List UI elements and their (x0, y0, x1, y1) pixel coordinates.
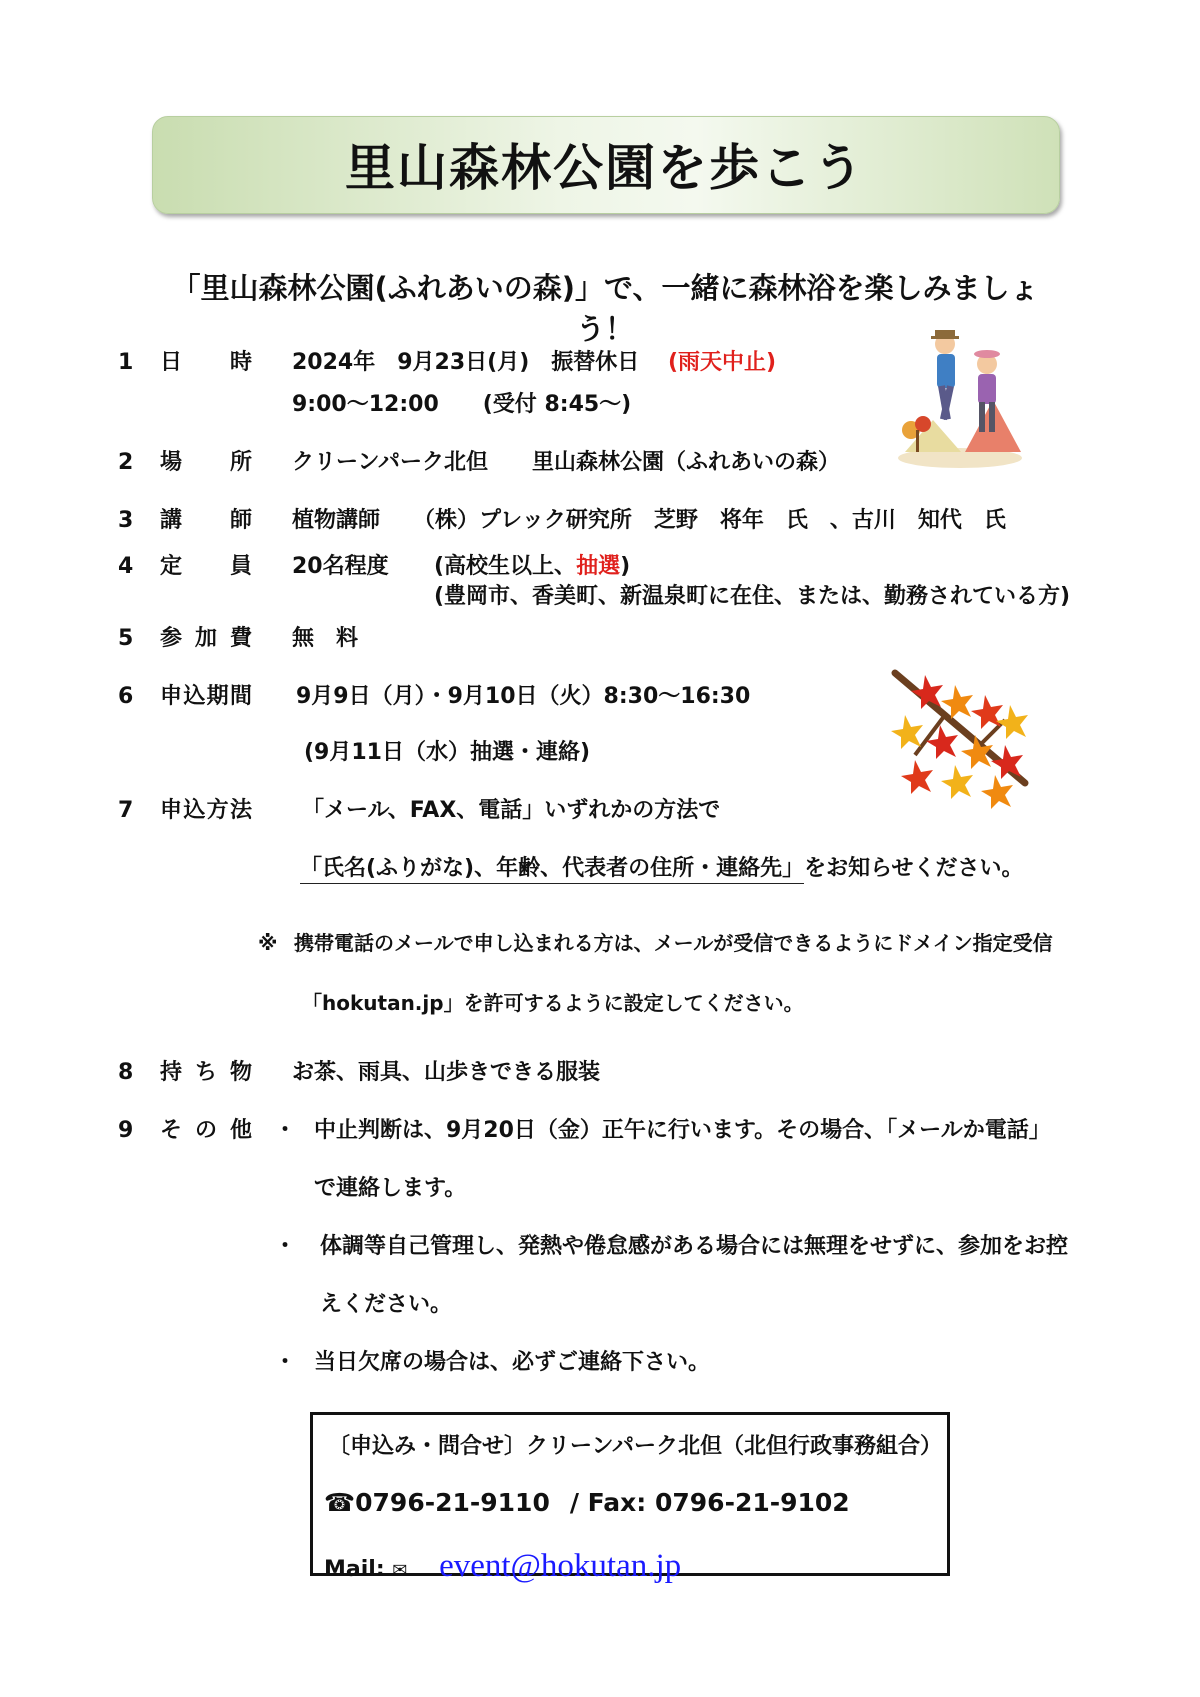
bullet-mark: ・ (274, 1350, 297, 1375)
item-number: 7 (118, 798, 134, 823)
item-label-application-period: 申込期間 (160, 684, 252, 709)
item-label-capacity: 定 員 (160, 554, 252, 579)
autumn-leaves-illustration (885, 665, 1035, 810)
item-label-belongings: 持ち物 (160, 1060, 252, 1085)
lottery-note: 抽選 (576, 554, 621, 579)
mail-label: Mail: (324, 1557, 385, 1582)
absence-notice: 当日欠席の場合は、必ずご連絡下さい。 (314, 1350, 711, 1375)
instructor-names: 植物講師 （株）プレック研究所 芝野 将年 氏 、古川 知代 氏 (292, 508, 1006, 533)
item-number: 4 (118, 554, 134, 579)
bullet-mark: ・ (274, 1118, 297, 1143)
health-notice-cont: えください。 (320, 1292, 453, 1317)
note-line-1: 携帯電話のメールで申し込まれる方は、メールが受信できるようにドメイン指定受信 (294, 931, 1053, 955)
capacity-condition-close: ) (620, 554, 631, 579)
required-info-tail: をお知らせください。 (804, 856, 1024, 881)
application-methods: 「メール、FAX、電話」いずれかの方法で (302, 798, 721, 823)
page-subtitle: 「里山森林公園(ふれあいの森)」で、一緒に森林浴を楽しみましょう！ (171, 271, 1039, 346)
event-time: 9:00～12:00 (受付 8:45～) (292, 392, 632, 417)
item-number: 8 (118, 1060, 134, 1085)
lottery-contact-date: (9月11日（水）抽選・連絡) (304, 740, 591, 765)
event-date: 2024年 9月23日(月) 振替休日 (292, 350, 640, 375)
envelope-icon: ✉ (392, 1560, 408, 1581)
item-number: 6 (118, 684, 134, 709)
cancellation-contact: で連絡します。 (314, 1176, 467, 1201)
application-period: 9月9日（月）・9月10日（火）8:30～16:30 (296, 684, 751, 709)
note-line-2: 「hokutan.jp」を許可するように設定してください。 (302, 991, 804, 1015)
item-number: 9 (118, 1118, 134, 1143)
health-notice: 体調等自己管理し、発熱や倦怠感がある場合には無理をせずに、参加をお控 (320, 1234, 1069, 1259)
contact-fax: / Fax: 0796-21-9102 (569, 1488, 850, 1517)
required-info: 「氏名(ふりがな)、年齢、代表者の住所・連絡先」 (300, 856, 804, 884)
page-title: 里山森林公園を歩こう (345, 139, 865, 197)
item-label-fee: 参加費 (160, 626, 252, 651)
belongings-list: お茶、雨具、山歩きできる服装 (292, 1060, 601, 1085)
contact-email-link[interactable]: event@hokutan.jp (439, 1548, 682, 1584)
capacity-condition: (高校生以上、 (434, 554, 577, 579)
item-label-datetime: 日 時 (160, 350, 252, 375)
fee-value: 無 料 (292, 626, 359, 651)
event-place: クリーンパーク北但 里山森林公園（ふれあいの森） (292, 450, 841, 475)
item-number: 1 (118, 350, 134, 375)
capacity-count: 20名程度 (292, 554, 389, 579)
note-mark: ※ (258, 931, 278, 955)
item-label-application-method: 申込方法 (160, 798, 252, 823)
contact-tel[interactable]: 0796-21-9110 (355, 1488, 550, 1517)
item-label-other: その他 (160, 1118, 252, 1143)
hikers-illustration (895, 320, 1025, 470)
cancellation-decision: 中止判断は、9月20日（金）正午に行います。その場合、「メールか電話」 (314, 1118, 1051, 1143)
bullet-mark: ・ (274, 1234, 297, 1259)
item-label-place: 場 所 (160, 450, 252, 475)
residence-condition: (豊岡市、香美町、新温泉町に在住、または、勤務されている方) (434, 584, 1071, 609)
item-label-instructor: 講 師 (160, 508, 252, 533)
contact-organization: 〔申込み・問合せ〕クリーンパーク北但（北但行政事務組合） (328, 1434, 943, 1459)
rain-cancel-note: (雨天中止) (668, 350, 777, 375)
item-number: 5 (118, 626, 134, 651)
item-number: 3 (118, 508, 134, 533)
item-number: 2 (118, 450, 134, 475)
phone-icon: ☎ (324, 1488, 356, 1517)
